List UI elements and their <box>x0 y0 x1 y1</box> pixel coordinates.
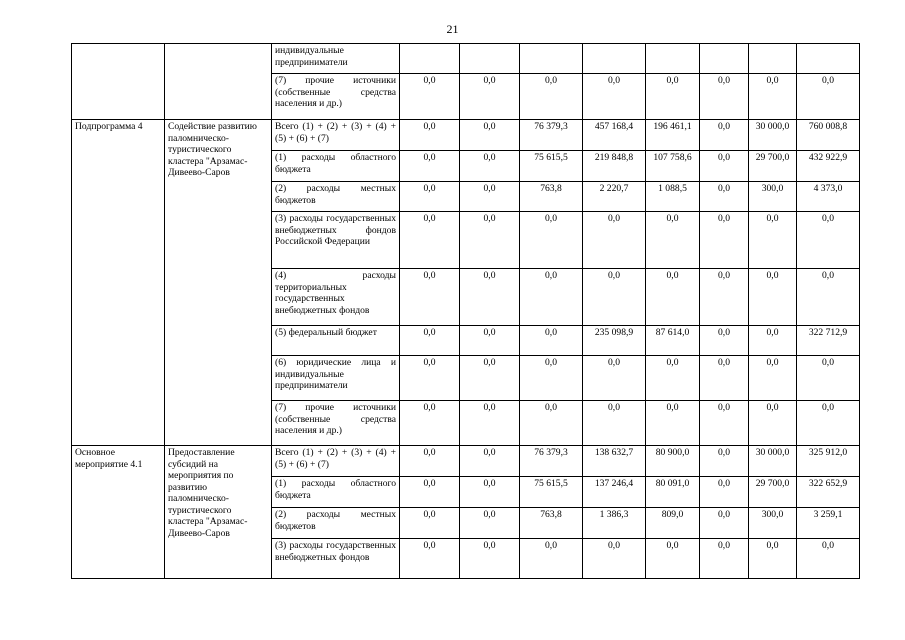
funding-source-cell: (4) расходы территориальных государственных внебюджетных фондов <box>272 269 400 326</box>
funding-source-cell: (5) федеральный бюджет <box>272 326 400 356</box>
amount-cell: 29 700,0 <box>749 477 797 508</box>
funding-source-cell: (6) юридические лица и индивидуальные предприниматели <box>272 356 400 401</box>
funding-source-cell: (3) расходы государственных внебюджетных фондов Российской Федерации <box>272 212 400 269</box>
amount-cell: 235 098,9 <box>583 326 646 356</box>
amount-cell: 0,0 <box>646 269 700 326</box>
funding-source-cell: Всего (1) + (2) + (3) + (4) + (5) + (6) + (7) <box>272 120 400 151</box>
amount-cell: 0,0 <box>400 508 460 539</box>
amount-cell: 0,0 <box>749 212 797 269</box>
amount-cell: 0,0 <box>520 74 583 120</box>
amount-cell: 0,0 <box>460 269 520 326</box>
amount-cell: 0,0 <box>700 477 749 508</box>
funding-source-cell: (7) прочие источники (собственные средства населения и др.) <box>272 74 400 120</box>
amount-cell: 0,0 <box>749 401 797 446</box>
amount-cell: 0,0 <box>646 401 700 446</box>
amount-cell: 0,0 <box>460 508 520 539</box>
amount-cell: 0,0 <box>583 212 646 269</box>
amount-cell: 80 900,0 <box>646 446 700 477</box>
amount-cell: 0,0 <box>700 401 749 446</box>
amount-cell: 0,0 <box>520 401 583 446</box>
funding-source-cell: индивидуальные предприниматели <box>272 44 400 74</box>
amount-cell: 0,0 <box>583 401 646 446</box>
amount-cell: 87 614,0 <box>646 326 700 356</box>
amount-cell: 138 632,7 <box>583 446 646 477</box>
amount-cell: 0,0 <box>400 477 460 508</box>
amount-cell <box>400 44 460 74</box>
amount-cell: 0,0 <box>520 326 583 356</box>
amount-cell: 0,0 <box>583 74 646 120</box>
amount-cell: 0,0 <box>749 74 797 120</box>
amount-cell: 219 848,8 <box>583 151 646 182</box>
amount-cell: 0,0 <box>797 212 860 269</box>
amount-cell: 75 615,5 <box>520 151 583 182</box>
amount-cell: 0,0 <box>583 269 646 326</box>
amount-cell: 432 922,9 <box>797 151 860 182</box>
amount-cell: 760 008,8 <box>797 120 860 151</box>
amount-cell <box>460 44 520 74</box>
program-name-cell: Подпрограмма 4 <box>72 120 165 446</box>
amount-cell: 0,0 <box>460 120 520 151</box>
amount-cell: 0,0 <box>400 74 460 120</box>
amount-cell: 0,0 <box>460 326 520 356</box>
amount-cell: 0,0 <box>646 74 700 120</box>
amount-cell: 2 220,7 <box>583 182 646 212</box>
amount-cell: 0,0 <box>400 446 460 477</box>
amount-cell: 0,0 <box>749 539 797 579</box>
table-row <box>72 120 860 151</box>
amount-cell: 809,0 <box>646 508 700 539</box>
amount-cell: 0,0 <box>700 151 749 182</box>
amount-cell: 0,0 <box>520 356 583 401</box>
amount-cell: 0,0 <box>583 539 646 579</box>
amount-cell: 0,0 <box>520 269 583 326</box>
amount-cell: 300,0 <box>749 508 797 539</box>
amount-cell: 0,0 <box>797 356 860 401</box>
amount-cell: 0,0 <box>460 356 520 401</box>
amount-cell: 1 386,3 <box>583 508 646 539</box>
amount-cell: 0,0 <box>460 182 520 212</box>
amount-cell: 29 700,0 <box>749 151 797 182</box>
amount-cell: 0,0 <box>400 212 460 269</box>
amount-cell: 76 379,3 <box>520 120 583 151</box>
amount-cell: 0,0 <box>400 356 460 401</box>
amount-cell: 300,0 <box>749 182 797 212</box>
amount-cell: 763,8 <box>520 508 583 539</box>
page-number: 21 <box>446 22 459 36</box>
amount-cell: 0,0 <box>460 151 520 182</box>
amount-cell: 0,0 <box>460 477 520 508</box>
amount-cell: 0,0 <box>700 74 749 120</box>
program-description-cell: Предоставление субсидий на мероприятия по развитию паломническо-туристического кластера "Арзамас-Дивеево-Саров <box>165 446 272 579</box>
amount-cell: 0,0 <box>700 446 749 477</box>
amount-cell: 0,0 <box>700 326 749 356</box>
amount-cell: 0,0 <box>646 212 700 269</box>
amount-cell <box>646 44 700 74</box>
program-description-cell <box>165 44 272 120</box>
table-row <box>72 446 860 477</box>
funding-source-cell: (1) расходы областного бюджета <box>272 477 400 508</box>
funding-source-cell: Всего (1) + (2) + (3) + (4) + (5) + (6) + (7) <box>272 446 400 477</box>
amount-cell: 322 712,9 <box>797 326 860 356</box>
table-row <box>72 44 860 74</box>
amount-cell: 325 912,0 <box>797 446 860 477</box>
amount-cell: 0,0 <box>700 120 749 151</box>
amount-cell: 0,0 <box>797 401 860 446</box>
funding-source-cell: (2) расходы местных бюджетов <box>272 182 400 212</box>
funding-source-cell: (1) расходы областного бюджета <box>272 151 400 182</box>
amount-cell: 0,0 <box>797 74 860 120</box>
budget-table <box>71 43 860 579</box>
amount-cell: 0,0 <box>460 212 520 269</box>
amount-cell: 80 091,0 <box>646 477 700 508</box>
program-name-cell: Основное мероприятие 4.1 <box>72 446 165 579</box>
amount-cell: 763,8 <box>520 182 583 212</box>
amount-cell: 0,0 <box>400 269 460 326</box>
amount-cell: 0,0 <box>749 356 797 401</box>
amount-cell: 0,0 <box>400 326 460 356</box>
amount-cell: 3 259,1 <box>797 508 860 539</box>
funding-source-cell: (3) расходы государственных внебюджетных фондов <box>272 539 400 579</box>
amount-cell: 137 246,4 <box>583 477 646 508</box>
amount-cell: 457 168,4 <box>583 120 646 151</box>
amount-cell <box>797 44 860 74</box>
amount-cell: 0,0 <box>700 356 749 401</box>
budget-table-body <box>72 44 860 579</box>
amount-cell: 0,0 <box>797 539 860 579</box>
amount-cell: 0,0 <box>460 539 520 579</box>
amount-cell: 0,0 <box>700 212 749 269</box>
amount-cell <box>700 44 749 74</box>
amount-cell: 1 088,5 <box>646 182 700 212</box>
amount-cell: 0,0 <box>460 446 520 477</box>
amount-cell: 0,0 <box>400 120 460 151</box>
amount-cell: 0,0 <box>700 182 749 212</box>
amount-cell: 76 379,3 <box>520 446 583 477</box>
amount-cell <box>520 44 583 74</box>
amount-cell <box>749 44 797 74</box>
amount-cell: 0,0 <box>520 212 583 269</box>
amount-cell: 0,0 <box>749 269 797 326</box>
amount-cell: 0,0 <box>700 269 749 326</box>
amount-cell: 0,0 <box>646 539 700 579</box>
amount-cell: 0,0 <box>400 401 460 446</box>
amount-cell: 0,0 <box>797 269 860 326</box>
amount-cell: 322 652,9 <box>797 477 860 508</box>
amount-cell: 196 461,1 <box>646 120 700 151</box>
amount-cell: 30 000,0 <box>749 446 797 477</box>
amount-cell: 107 758,6 <box>646 151 700 182</box>
amount-cell: 30 000,0 <box>749 120 797 151</box>
funding-source-cell: (7) прочие источники (собственные средства населения и др.) <box>272 401 400 446</box>
amount-cell: 0,0 <box>400 539 460 579</box>
amount-cell: 0,0 <box>460 74 520 120</box>
amount-cell: 0,0 <box>700 508 749 539</box>
amount-cell: 4 373,0 <box>797 182 860 212</box>
amount-cell: 0,0 <box>749 326 797 356</box>
amount-cell: 0,0 <box>400 151 460 182</box>
amount-cell: 0,0 <box>700 539 749 579</box>
amount-cell: 0,0 <box>520 539 583 579</box>
amount-cell: 0,0 <box>583 356 646 401</box>
program-description-cell: Содействие развитию паломническо-туристического кластера "Арзамас-Дивеево-Саров <box>165 120 272 446</box>
program-name-cell <box>72 44 165 120</box>
amount-cell: 0,0 <box>646 356 700 401</box>
amount-cell: 0,0 <box>400 182 460 212</box>
amount-cell: 0,0 <box>460 401 520 446</box>
funding-source-cell: (2) расходы местных бюджетов <box>272 508 400 539</box>
amount-cell <box>583 44 646 74</box>
amount-cell: 75 615,5 <box>520 477 583 508</box>
